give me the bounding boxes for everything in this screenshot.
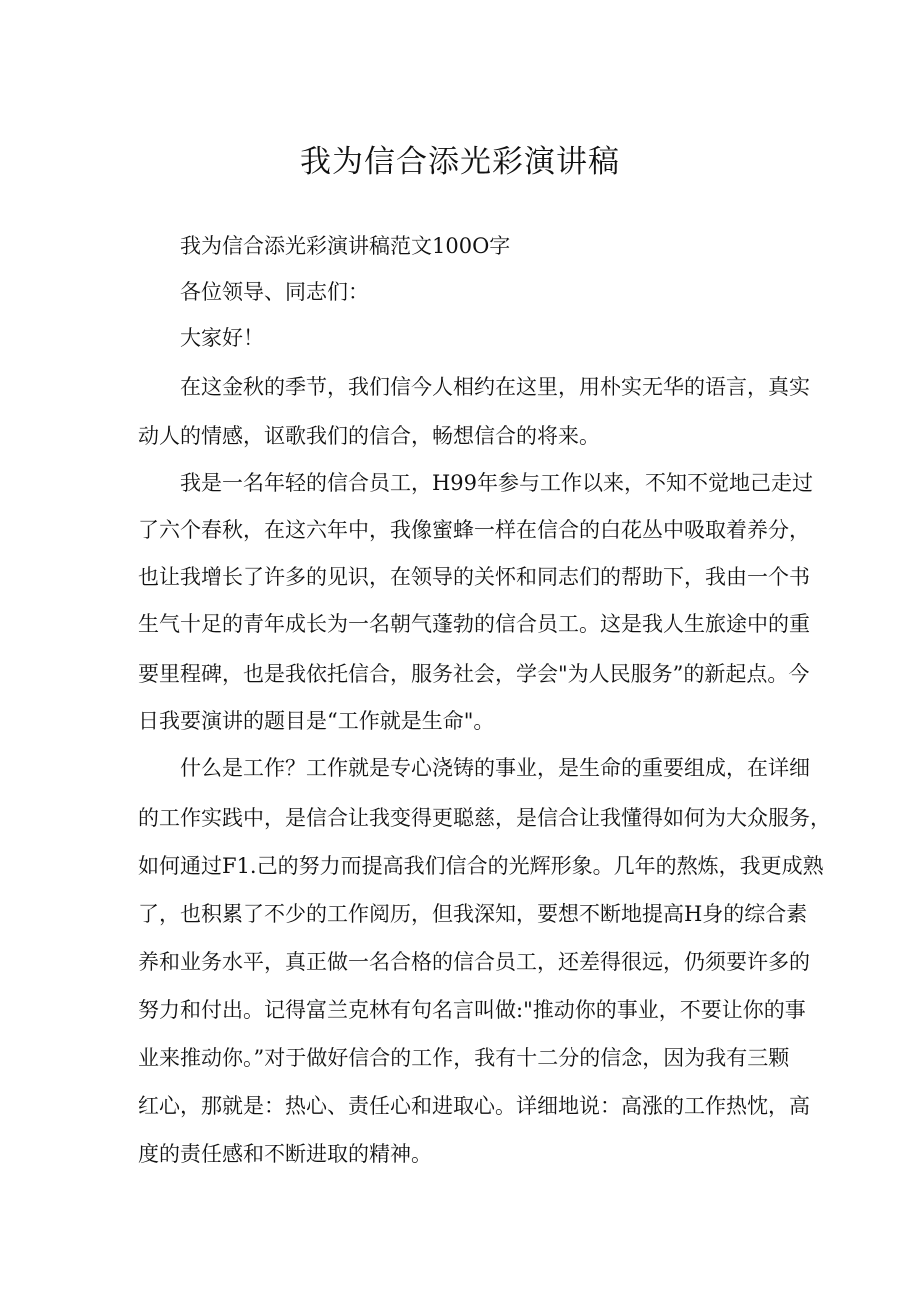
body-line-17: 努力和付出。记得富兰克林有句名言叫做:"推动你的事业，不要让你的事 bbox=[138, 998, 806, 1022]
body-line-1: 我为信合添光彩演讲稿范文100O字 bbox=[180, 234, 511, 258]
body-line-20: 度的责任感和不断进取的精神。 bbox=[138, 1142, 432, 1166]
body-line-12: 什么是工作？工作就是专心浇铸的事业，是生命的重要组成，在详细 bbox=[180, 756, 810, 780]
body-line-15: 了，也积累了不少的工作阅历，但我深知，要想不断地提高H身的综合素 bbox=[138, 902, 808, 926]
body-line-11: 日我要演讲的题目是“工作就是生命"。 bbox=[138, 709, 495, 733]
body-line-13: 的工作实践中，是信合让我变得更聪慈，是信合让我懂得如何为大众服务， bbox=[138, 806, 831, 830]
body-line-6: 我是一名年轻的信合员工，H99年参与工作以来，不知不觉地己走过 bbox=[180, 471, 814, 495]
body-line-2: 各位领导、同志们： bbox=[180, 280, 369, 304]
body-line-8: 也让我增长了许多的见识，在领导的关怀和同志们的帮助下，我由一个书 bbox=[138, 565, 810, 589]
body-line-4: 在这金秋的季节，我们信今人相约在这里，用朴实无华的语言，真实 bbox=[180, 375, 810, 399]
body-line-7: 了六个春秋，在这六年中，我像蜜蜂一样在信合的白花丛中吸取着养分， bbox=[138, 518, 810, 542]
body-line-16: 养和业务水平，真正做一名合格的信合员工，还差得很远，仍须要许多的 bbox=[138, 950, 810, 974]
body-line-18: 业来推动你。”对于做好信合的工作，我有十二分的信念，因为我有三颗 bbox=[138, 1046, 790, 1070]
body-line-5: 动人的情感，讴歌我们的信合，畅想信合的将来。 bbox=[138, 424, 600, 448]
document-title: 我为信合添光彩演讲稿 bbox=[300, 144, 620, 180]
body-line-14: 如何通过F1.己的努力而提高我们信合的光辉形象。几年的熬炼，我更成熟 bbox=[138, 854, 824, 878]
body-line-19: 红心，那就是：热心、责任心和进取心。详细地说：高涨的工作热忱，高 bbox=[138, 1094, 810, 1118]
body-line-3: 大家好！ bbox=[180, 326, 264, 350]
body-line-9: 生气十足的青年成长为一名朝气蓬勃的信合员工。这是我人生旅途中的重 bbox=[138, 612, 810, 636]
body-line-10: 要里程碑，也是我依托信合，服务社会，学会"为人民服务”的新起点。今 bbox=[138, 662, 810, 686]
